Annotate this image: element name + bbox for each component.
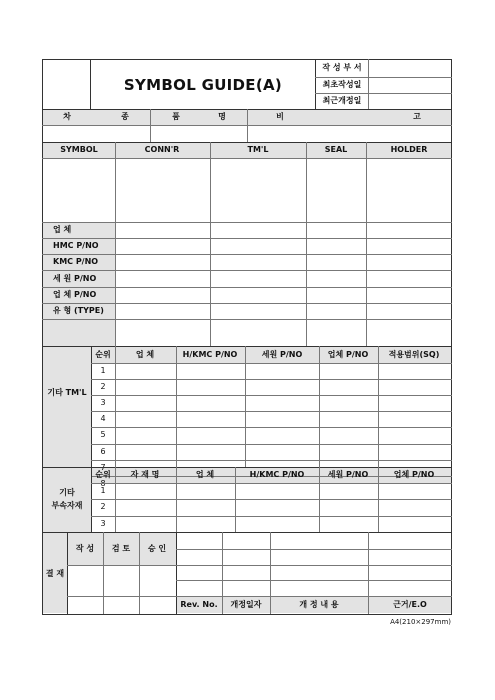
grid-line-h <box>42 238 452 239</box>
grid-line-v <box>366 142 367 347</box>
grid-line-h <box>42 142 452 143</box>
tml-row-no: 2 <box>100 382 106 392</box>
grid-line-h <box>42 270 452 271</box>
tml-header-5: 적용범위(SQ) <box>388 350 440 359</box>
grid-line-h <box>315 77 452 78</box>
parts-header-2: 업 체 <box>195 470 215 479</box>
grid-line-h <box>91 460 452 461</box>
grid-line-v <box>91 346 92 467</box>
parts-header-0: 순위 <box>95 470 111 479</box>
grid-line-v <box>368 532 369 614</box>
grid-line-h <box>42 254 452 255</box>
grid-line-h <box>91 395 452 396</box>
tml-header-4: 업체 P/NO <box>327 350 369 359</box>
revision-header-3: 근거/E.O <box>393 600 427 609</box>
grid-line-h <box>42 287 452 288</box>
grid-line-v <box>245 346 246 467</box>
grid-line-h <box>176 565 452 566</box>
grid-line-h <box>42 467 452 468</box>
grid-line-v <box>115 142 116 347</box>
grid-line-h <box>91 427 452 428</box>
label-go: 고 <box>413 112 421 121</box>
grid-line-h <box>91 499 452 500</box>
grid-line-v <box>90 59 91 109</box>
grid-line-h <box>42 346 452 347</box>
grid-line-h <box>176 549 452 550</box>
column-header-4: HOLDER <box>390 145 428 154</box>
approval-review: 검 토 <box>111 544 131 553</box>
grid-line-h <box>91 379 452 380</box>
parts-row-no: 1 <box>100 486 106 496</box>
grid-line-v <box>270 532 271 614</box>
tml-header-3: 세원 P/NO <box>261 350 303 359</box>
grid-line-v <box>139 532 140 614</box>
grid-line-h <box>42 222 452 223</box>
grid-line-v <box>67 532 68 614</box>
revision-header-1: 개정일자 <box>230 600 262 609</box>
grid-line-h <box>42 158 452 159</box>
tml-row-no: 4 <box>100 414 106 424</box>
grid-line-h <box>42 303 452 304</box>
grid-line-v <box>378 346 379 467</box>
parts-header-4: 세원 P/NO <box>327 470 369 479</box>
grid-line-v <box>315 59 316 109</box>
grid-line-h <box>42 319 452 320</box>
grid-line-h <box>67 565 176 566</box>
tml-header-0: 순위 <box>95 350 111 359</box>
label-myeong: 명 <box>218 112 226 121</box>
revision-header-2: 개 정 내 용 <box>299 600 339 609</box>
meta-label: 최초작성일 <box>322 80 362 89</box>
grid-line-v <box>103 532 104 614</box>
grid-line-v <box>247 109 248 142</box>
page-title: SYMBOL GUIDE(A) <box>123 76 283 94</box>
info-row-label: 업 체 <box>53 225 72 234</box>
grid-line-h <box>91 516 452 517</box>
info-row-label: 세 원 P/NO <box>53 273 97 283</box>
parts-label-2: 부속자재 <box>51 501 83 510</box>
grid-line-v <box>176 346 177 467</box>
info-row-label: 업 체 P/NO <box>53 290 97 299</box>
parts-header-5: 업체 P/NO <box>393 470 435 479</box>
tml-header-2: H/KMC P/NO <box>182 350 238 359</box>
tml-row-no: 8 <box>100 478 106 488</box>
column-header-2: TM'L <box>247 145 269 154</box>
grid-line-v <box>222 532 223 614</box>
approval-write: 작 성 <box>75 544 95 553</box>
tml-header-1: 업 체 <box>135 350 155 359</box>
header-shading <box>43 467 91 532</box>
tml-row-no: 3 <box>100 398 106 408</box>
label-cha: 차 <box>63 112 71 121</box>
tml-row-no: 5 <box>100 430 106 440</box>
parts-header-1: 자 재 명 <box>130 470 160 479</box>
tml-row-no: 7 <box>100 462 106 472</box>
grid-line-h <box>315 93 452 94</box>
grid-line-h <box>91 444 452 445</box>
grid-line-v <box>368 59 369 109</box>
grid-line-v <box>306 142 307 347</box>
approval-label: 결 재 <box>45 569 65 578</box>
parts-row-no: 3 <box>100 518 106 528</box>
grid-line-h <box>67 596 176 597</box>
grid-line-h <box>91 411 452 412</box>
grid-line-h <box>91 483 452 484</box>
label-jong: 종 <box>121 112 129 121</box>
meta-label: 작 성 부 서 <box>322 63 362 72</box>
grid-line-h <box>176 596 452 597</box>
parts-row-no: 2 <box>100 502 106 512</box>
other-tml-label: 기타 TM'L <box>47 388 87 397</box>
label-pum: 품 <box>172 112 180 121</box>
tml-row-no: 6 <box>100 446 106 456</box>
column-header-3: SEAL <box>324 145 348 154</box>
grid-line-h <box>176 580 452 581</box>
tml-row-no: 1 <box>100 366 106 376</box>
grid-line-v <box>115 346 116 467</box>
grid-line-h <box>91 363 452 364</box>
parts-header-3: H/KMC P/NO <box>249 470 305 479</box>
column-header-1: CONN'R <box>144 145 180 154</box>
grid-line-v <box>150 109 151 142</box>
grid-line-v <box>319 346 320 467</box>
info-row-label: 유 형 (TYPE) <box>53 306 104 315</box>
meta-label: 최근개정일 <box>322 96 362 105</box>
info-row-label: KMC P/NO <box>53 257 99 266</box>
label-bi: 비 <box>276 112 284 121</box>
info-row-label: HMC P/NO <box>53 241 99 250</box>
grid-line-v <box>210 142 211 347</box>
parts-label-1: 기타 <box>59 488 75 497</box>
column-header-0: SYMBOL <box>60 145 98 154</box>
grid-line-v <box>176 532 177 614</box>
paper-size-note: A4(210×297mm) <box>390 618 451 626</box>
approval-approve: 승 인 <box>147 544 167 553</box>
revision-header-0: Rev. No. <box>180 600 218 609</box>
header-shading <box>43 346 91 467</box>
